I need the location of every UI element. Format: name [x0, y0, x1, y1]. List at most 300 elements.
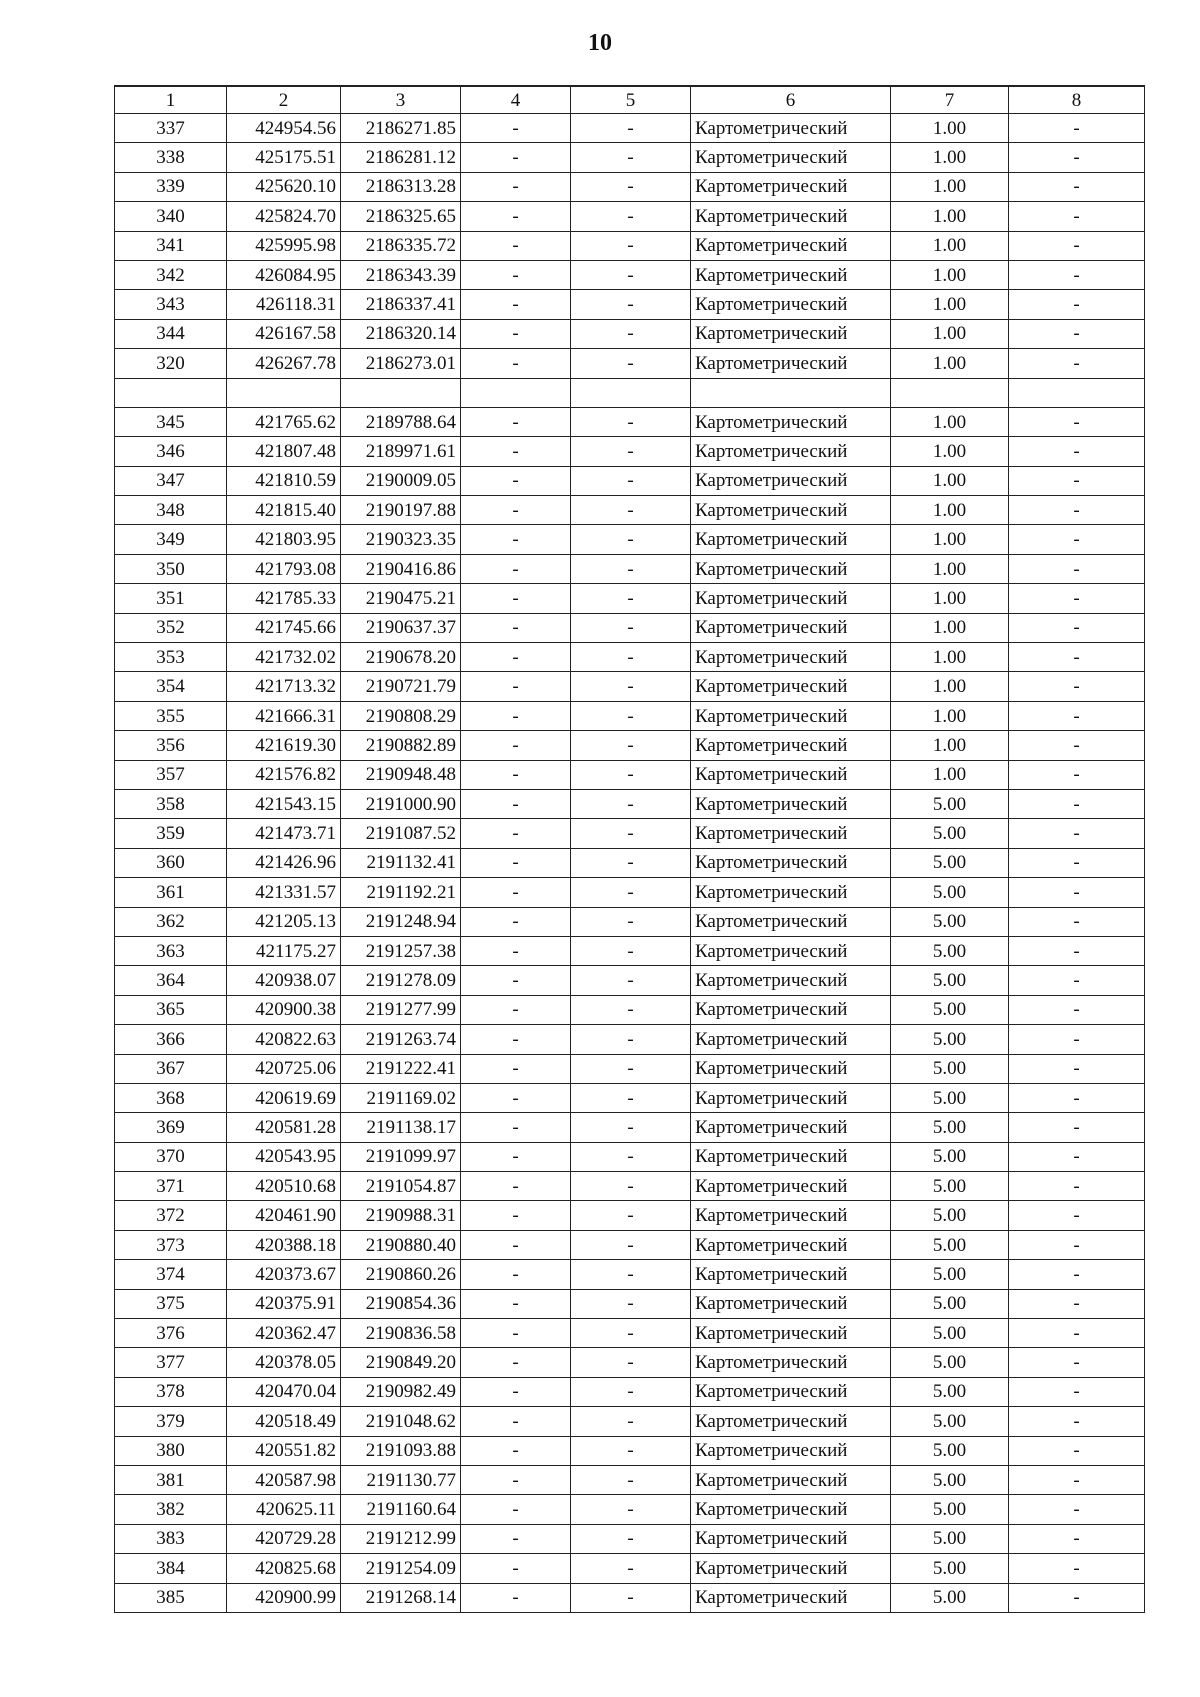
column-5-cell: -	[571, 466, 691, 495]
method-cell: Картометрический	[691, 1407, 891, 1436]
point-number-cell: 343	[115, 290, 227, 319]
column-5-cell: -	[571, 1495, 691, 1524]
method-cell: Картометрический	[691, 1025, 891, 1054]
column-5-cell: -	[571, 349, 691, 378]
table-row	[115, 1054, 1145, 1083]
x-coordinate-cell: 425175.51	[227, 143, 341, 172]
accuracy-cell: 5.00	[891, 878, 1009, 907]
page-number: 10	[588, 30, 612, 56]
accuracy-cell: 1.00	[891, 496, 1009, 525]
column-8-cell: -	[1009, 1230, 1145, 1259]
accuracy-cell: 1.00	[891, 731, 1009, 760]
accuracy-cell: 5.00	[891, 907, 1009, 936]
column-5-cell: -	[571, 202, 691, 231]
method-cell: Картометрический	[691, 760, 891, 789]
column-8-cell: -	[1009, 966, 1145, 995]
accuracy-cell: 5.00	[891, 1583, 1009, 1612]
accuracy-cell: 5.00	[891, 1377, 1009, 1406]
column-5-cell	[571, 378, 691, 407]
method-cell: Картометрический	[691, 1583, 891, 1612]
point-number-cell: 347	[115, 466, 227, 495]
x-coordinate-cell: 420581.28	[227, 1113, 341, 1142]
column-8-cell: -	[1009, 143, 1145, 172]
column-5-cell: -	[571, 1142, 691, 1171]
column-5-cell: -	[571, 114, 691, 143]
column-5-cell: -	[571, 760, 691, 789]
x-coordinate-cell: 421732.02	[227, 643, 341, 672]
method-cell: Картометрический	[691, 584, 891, 613]
accuracy-cell: 5.00	[891, 995, 1009, 1024]
column-4-cell: -	[461, 1348, 571, 1377]
y-coordinate-cell: 2190416.86	[341, 554, 461, 583]
x-coordinate-cell: 420587.98	[227, 1465, 341, 1494]
column-4-cell	[461, 378, 571, 407]
table-row	[115, 878, 1145, 907]
method-cell: Картометрический	[691, 995, 891, 1024]
point-number-cell: 367	[115, 1054, 227, 1083]
column-8-cell: -	[1009, 1054, 1145, 1083]
y-coordinate-cell: 2191087.52	[341, 819, 461, 848]
column-4-cell: -	[461, 966, 571, 995]
point-number-cell: 383	[115, 1524, 227, 1553]
method-cell: Картометрический	[691, 1495, 891, 1524]
accuracy-cell: 1.00	[891, 437, 1009, 466]
x-coordinate-cell: 421619.30	[227, 731, 341, 760]
table-row	[115, 260, 1145, 289]
accuracy-cell: 1.00	[891, 760, 1009, 789]
table-row	[115, 701, 1145, 730]
column-8-cell: -	[1009, 114, 1145, 143]
method-cell: Картометрический	[691, 731, 891, 760]
column-5-cell: -	[571, 1201, 691, 1230]
table-row	[115, 1495, 1145, 1524]
point-number-cell: 345	[115, 407, 227, 436]
y-coordinate-cell	[341, 378, 461, 407]
accuracy-cell: 5.00	[891, 1025, 1009, 1054]
table-row	[115, 966, 1145, 995]
column-5-cell: -	[571, 995, 691, 1024]
point-number-cell: 339	[115, 172, 227, 201]
x-coordinate-cell: 420725.06	[227, 1054, 341, 1083]
point-number-cell: 358	[115, 789, 227, 818]
column-8-cell: -	[1009, 1524, 1145, 1553]
y-coordinate-cell: 2191054.87	[341, 1172, 461, 1201]
point-number-cell: 359	[115, 819, 227, 848]
column-8-cell: -	[1009, 1201, 1145, 1230]
coordinates-table	[114, 85, 1145, 1613]
column-4-cell: -	[461, 907, 571, 936]
x-coordinate-cell: 420625.11	[227, 1495, 341, 1524]
y-coordinate-cell: 2186343.39	[341, 260, 461, 289]
table-row	[115, 584, 1145, 613]
column-8-cell: -	[1009, 1083, 1145, 1112]
column-4-cell: -	[461, 731, 571, 760]
method-cell: Картометрический	[691, 672, 891, 701]
header-cell-4: 4	[461, 86, 571, 114]
x-coordinate-cell: 425995.98	[227, 231, 341, 260]
point-number-cell: 337	[115, 114, 227, 143]
x-coordinate-cell: 420373.67	[227, 1260, 341, 1289]
column-5-cell: -	[571, 789, 691, 818]
method-cell: Картометрический	[691, 1054, 891, 1083]
column-8-cell: -	[1009, 819, 1145, 848]
table-row	[115, 613, 1145, 642]
method-cell: Картометрический	[691, 525, 891, 554]
y-coordinate-cell: 2190880.40	[341, 1230, 461, 1259]
y-coordinate-cell: 2190009.05	[341, 466, 461, 495]
x-coordinate-cell: 421666.31	[227, 701, 341, 730]
y-coordinate-cell: 2190854.36	[341, 1289, 461, 1318]
point-number-cell: 352	[115, 613, 227, 642]
point-number-cell: 378	[115, 1377, 227, 1406]
y-coordinate-cell: 2191138.17	[341, 1113, 461, 1142]
column-4-cell: -	[461, 1465, 571, 1494]
x-coordinate-cell: 426084.95	[227, 260, 341, 289]
point-number-cell: 368	[115, 1083, 227, 1112]
y-coordinate-cell: 2191254.09	[341, 1554, 461, 1583]
column-4-cell: -	[461, 1172, 571, 1201]
accuracy-cell: 1.00	[891, 407, 1009, 436]
method-cell: Картометрический	[691, 1436, 891, 1465]
column-5-cell: -	[571, 143, 691, 172]
table-row	[115, 1289, 1145, 1318]
point-number-cell: 320	[115, 349, 227, 378]
point-number-cell: 373	[115, 1230, 227, 1259]
y-coordinate-cell: 2191130.77	[341, 1465, 461, 1494]
table-row	[115, 789, 1145, 818]
table-row	[115, 319, 1145, 348]
column-4-cell: -	[461, 819, 571, 848]
y-coordinate-cell: 2190849.20	[341, 1348, 461, 1377]
column-4-cell: -	[461, 848, 571, 877]
point-number-cell: 374	[115, 1260, 227, 1289]
column-5-cell: -	[571, 407, 691, 436]
table-row	[115, 231, 1145, 260]
accuracy-cell: 5.00	[891, 1260, 1009, 1289]
point-number-cell: 385	[115, 1583, 227, 1612]
column-5-cell: -	[571, 1554, 691, 1583]
column-5-cell: -	[571, 1054, 691, 1083]
column-5-cell: -	[571, 554, 691, 583]
column-8-cell: -	[1009, 1172, 1145, 1201]
column-8-cell: -	[1009, 1554, 1145, 1583]
table-row	[115, 1260, 1145, 1289]
table-row	[115, 936, 1145, 965]
x-coordinate-cell: 420822.63	[227, 1025, 341, 1054]
point-number-cell: 353	[115, 643, 227, 672]
column-8-cell: -	[1009, 1319, 1145, 1348]
x-coordinate-cell: 420619.69	[227, 1083, 341, 1112]
point-number-cell: 370	[115, 1142, 227, 1171]
accuracy-cell: 5.00	[891, 1436, 1009, 1465]
column-8-cell: -	[1009, 1142, 1145, 1171]
accuracy-cell: 5.00	[891, 1465, 1009, 1494]
table-row	[115, 1348, 1145, 1377]
column-5-cell: -	[571, 1348, 691, 1377]
method-cell: Картометрический	[691, 1465, 891, 1494]
method-cell: Картометрический	[691, 1230, 891, 1259]
x-coordinate-cell: 426267.78	[227, 349, 341, 378]
y-coordinate-cell: 2186281.12	[341, 143, 461, 172]
table-row	[115, 1465, 1145, 1494]
y-coordinate-cell: 2191277.99	[341, 995, 461, 1024]
column-5-cell: -	[571, 1407, 691, 1436]
column-5-cell: -	[571, 1377, 691, 1406]
point-number-cell	[115, 378, 227, 407]
column-8-cell	[1009, 378, 1145, 407]
point-number-cell: 376	[115, 1319, 227, 1348]
column-8-cell: -	[1009, 878, 1145, 907]
column-4-cell: -	[461, 701, 571, 730]
y-coordinate-cell: 2191263.74	[341, 1025, 461, 1054]
y-coordinate-cell: 2186271.85	[341, 114, 461, 143]
accuracy-cell: 5.00	[891, 1172, 1009, 1201]
column-8-cell: -	[1009, 731, 1145, 760]
point-number-cell: 366	[115, 1025, 227, 1054]
column-4-cell: -	[461, 1113, 571, 1142]
column-8-cell: -	[1009, 701, 1145, 730]
y-coordinate-cell: 2191000.90	[341, 789, 461, 818]
accuracy-cell: 5.00	[891, 1407, 1009, 1436]
header-cell-2: 2	[227, 86, 341, 114]
point-number-cell: 381	[115, 1465, 227, 1494]
y-coordinate-cell: 2191093.88	[341, 1436, 461, 1465]
accuracy-cell: 1.00	[891, 466, 1009, 495]
column-5-cell: -	[571, 966, 691, 995]
table-row	[115, 1436, 1145, 1465]
table-row	[115, 1083, 1145, 1112]
x-coordinate-cell: 420510.68	[227, 1172, 341, 1201]
x-coordinate-cell: 421785.33	[227, 584, 341, 613]
column-8-cell: -	[1009, 1260, 1145, 1289]
column-8-cell: -	[1009, 672, 1145, 701]
point-number-cell: 375	[115, 1289, 227, 1318]
accuracy-cell: 1.00	[891, 290, 1009, 319]
column-8-cell: -	[1009, 319, 1145, 348]
column-5-cell: -	[571, 878, 691, 907]
column-4-cell: -	[461, 260, 571, 289]
y-coordinate-cell: 2191099.97	[341, 1142, 461, 1171]
column-4-cell: -	[461, 466, 571, 495]
column-5-cell: -	[571, 1230, 691, 1259]
point-number-cell: 349	[115, 525, 227, 554]
column-8-cell: -	[1009, 995, 1145, 1024]
point-number-cell: 379	[115, 1407, 227, 1436]
column-5-cell: -	[571, 731, 691, 760]
accuracy-cell: 5.00	[891, 789, 1009, 818]
point-number-cell: 341	[115, 231, 227, 260]
point-number-cell: 356	[115, 731, 227, 760]
accuracy-cell: 1.00	[891, 701, 1009, 730]
column-5-cell: -	[571, 260, 691, 289]
column-4-cell: -	[461, 1583, 571, 1612]
method-cell: Картометрический	[691, 936, 891, 965]
table-row	[115, 349, 1145, 378]
table-row	[115, 907, 1145, 936]
column-4-cell: -	[461, 1260, 571, 1289]
y-coordinate-cell: 2191132.41	[341, 848, 461, 877]
header-cell-8: 8	[1009, 86, 1145, 114]
table-row	[115, 172, 1145, 201]
column-4-cell: -	[461, 349, 571, 378]
x-coordinate-cell: 421803.95	[227, 525, 341, 554]
x-coordinate-cell: 420900.38	[227, 995, 341, 1024]
accuracy-cell	[891, 378, 1009, 407]
method-cell: Картометрический	[691, 554, 891, 583]
accuracy-cell: 1.00	[891, 613, 1009, 642]
column-4-cell: -	[461, 1142, 571, 1171]
column-5-cell: -	[571, 1319, 691, 1348]
point-number-cell: 351	[115, 584, 227, 613]
accuracy-cell: 1.00	[891, 584, 1009, 613]
x-coordinate-cell: 421765.62	[227, 407, 341, 436]
column-8-cell: -	[1009, 1289, 1145, 1318]
column-8-cell: -	[1009, 349, 1145, 378]
method-cell: Картометрический	[691, 907, 891, 936]
x-coordinate-cell: 421426.96	[227, 848, 341, 877]
method-cell: Картометрический	[691, 466, 891, 495]
accuracy-cell: 1.00	[891, 202, 1009, 231]
column-8-cell: -	[1009, 1583, 1145, 1612]
column-4-cell: -	[461, 1407, 571, 1436]
column-4-cell: -	[461, 1495, 571, 1524]
column-4-cell: -	[461, 1289, 571, 1318]
column-4-cell: -	[461, 878, 571, 907]
column-8-cell: -	[1009, 1025, 1145, 1054]
accuracy-cell: 5.00	[891, 1230, 1009, 1259]
column-8-cell: -	[1009, 496, 1145, 525]
table-row	[115, 1172, 1145, 1201]
table-row	[115, 995, 1145, 1024]
x-coordinate-cell	[227, 378, 341, 407]
table-row	[115, 1142, 1145, 1171]
accuracy-cell: 1.00	[891, 554, 1009, 583]
y-coordinate-cell: 2186335.72	[341, 231, 461, 260]
point-number-cell: 384	[115, 1554, 227, 1583]
y-coordinate-cell: 2190988.31	[341, 1201, 461, 1230]
column-5-cell: -	[571, 936, 691, 965]
accuracy-cell: 1.00	[891, 260, 1009, 289]
accuracy-cell: 5.00	[891, 1319, 1009, 1348]
y-coordinate-cell: 2186325.65	[341, 202, 461, 231]
column-4-cell: -	[461, 1083, 571, 1112]
header-cell-5: 5	[571, 86, 691, 114]
table-row	[115, 1554, 1145, 1583]
column-8-cell: -	[1009, 1436, 1145, 1465]
column-8-cell: -	[1009, 1377, 1145, 1406]
column-8-cell: -	[1009, 231, 1145, 260]
column-8-cell: -	[1009, 789, 1145, 818]
method-cell: Картометрический	[691, 878, 891, 907]
table-row	[115, 525, 1145, 554]
method-cell: Картометрический	[691, 114, 891, 143]
accuracy-cell: 5.00	[891, 1142, 1009, 1171]
column-5-cell: -	[571, 907, 691, 936]
point-number-cell: 342	[115, 260, 227, 289]
column-5-cell: -	[571, 1465, 691, 1494]
column-8-cell: -	[1009, 260, 1145, 289]
x-coordinate-cell: 420388.18	[227, 1230, 341, 1259]
point-number-cell: 365	[115, 995, 227, 1024]
table-row	[115, 1524, 1145, 1553]
column-4-cell: -	[461, 789, 571, 818]
column-8-cell: -	[1009, 1465, 1145, 1494]
y-coordinate-cell: 2191248.94	[341, 907, 461, 936]
method-cell: Картометрический	[691, 437, 891, 466]
column-5-cell: -	[571, 1025, 691, 1054]
column-4-cell: -	[461, 114, 571, 143]
column-4-cell: -	[461, 319, 571, 348]
table-row	[115, 1377, 1145, 1406]
point-number-cell: 361	[115, 878, 227, 907]
accuracy-cell: 1.00	[891, 172, 1009, 201]
accuracy-cell: 5.00	[891, 848, 1009, 877]
x-coordinate-cell: 420518.49	[227, 1407, 341, 1436]
y-coordinate-cell: 2190948.48	[341, 760, 461, 789]
column-5-cell: -	[571, 1083, 691, 1112]
y-coordinate-cell: 2190197.88	[341, 496, 461, 525]
table-row	[115, 114, 1145, 143]
x-coordinate-cell: 421205.13	[227, 907, 341, 936]
table-row	[115, 672, 1145, 701]
y-coordinate-cell: 2191212.99	[341, 1524, 461, 1553]
x-coordinate-cell: 421713.32	[227, 672, 341, 701]
x-coordinate-cell: 420938.07	[227, 966, 341, 995]
method-cell: Картометрический	[691, 260, 891, 289]
method-cell: Картометрический	[691, 1142, 891, 1171]
point-number-cell: 382	[115, 1495, 227, 1524]
method-cell: Картометрический	[691, 789, 891, 818]
column-4-cell: -	[461, 1230, 571, 1259]
column-4-cell: -	[461, 202, 571, 231]
column-5-cell: -	[571, 1524, 691, 1553]
y-coordinate-cell: 2190836.58	[341, 1319, 461, 1348]
header-cell-7: 7	[891, 86, 1009, 114]
y-coordinate-cell: 2190323.35	[341, 525, 461, 554]
table-row	[115, 1319, 1145, 1348]
accuracy-cell: 1.00	[891, 672, 1009, 701]
y-coordinate-cell: 2186313.28	[341, 172, 461, 201]
x-coordinate-cell: 421175.27	[227, 936, 341, 965]
column-8-cell: -	[1009, 848, 1145, 877]
accuracy-cell: 1.00	[891, 319, 1009, 348]
method-cell: Картометрический	[691, 1083, 891, 1112]
column-8-cell: -	[1009, 1113, 1145, 1142]
column-4-cell: -	[461, 1201, 571, 1230]
y-coordinate-cell: 2191169.02	[341, 1083, 461, 1112]
table-row	[115, 731, 1145, 760]
table-row	[115, 554, 1145, 583]
point-number-cell: 363	[115, 936, 227, 965]
point-number-cell: 354	[115, 672, 227, 701]
method-cell: Картометрический	[691, 613, 891, 642]
method-cell: Картометрический	[691, 1289, 891, 1318]
x-coordinate-cell: 420729.28	[227, 1524, 341, 1553]
column-8-cell: -	[1009, 760, 1145, 789]
header-cell-3: 3	[341, 86, 461, 114]
method-cell: Картометрический	[691, 966, 891, 995]
column-5-cell: -	[571, 701, 691, 730]
method-cell: Картометрический	[691, 1201, 891, 1230]
table-row	[115, 848, 1145, 877]
column-4-cell: -	[461, 643, 571, 672]
accuracy-cell: 1.00	[891, 349, 1009, 378]
table-row	[115, 1583, 1145, 1612]
accuracy-cell: 1.00	[891, 143, 1009, 172]
y-coordinate-cell: 2189788.64	[341, 407, 461, 436]
accuracy-cell: 5.00	[891, 1495, 1009, 1524]
method-cell	[691, 378, 891, 407]
